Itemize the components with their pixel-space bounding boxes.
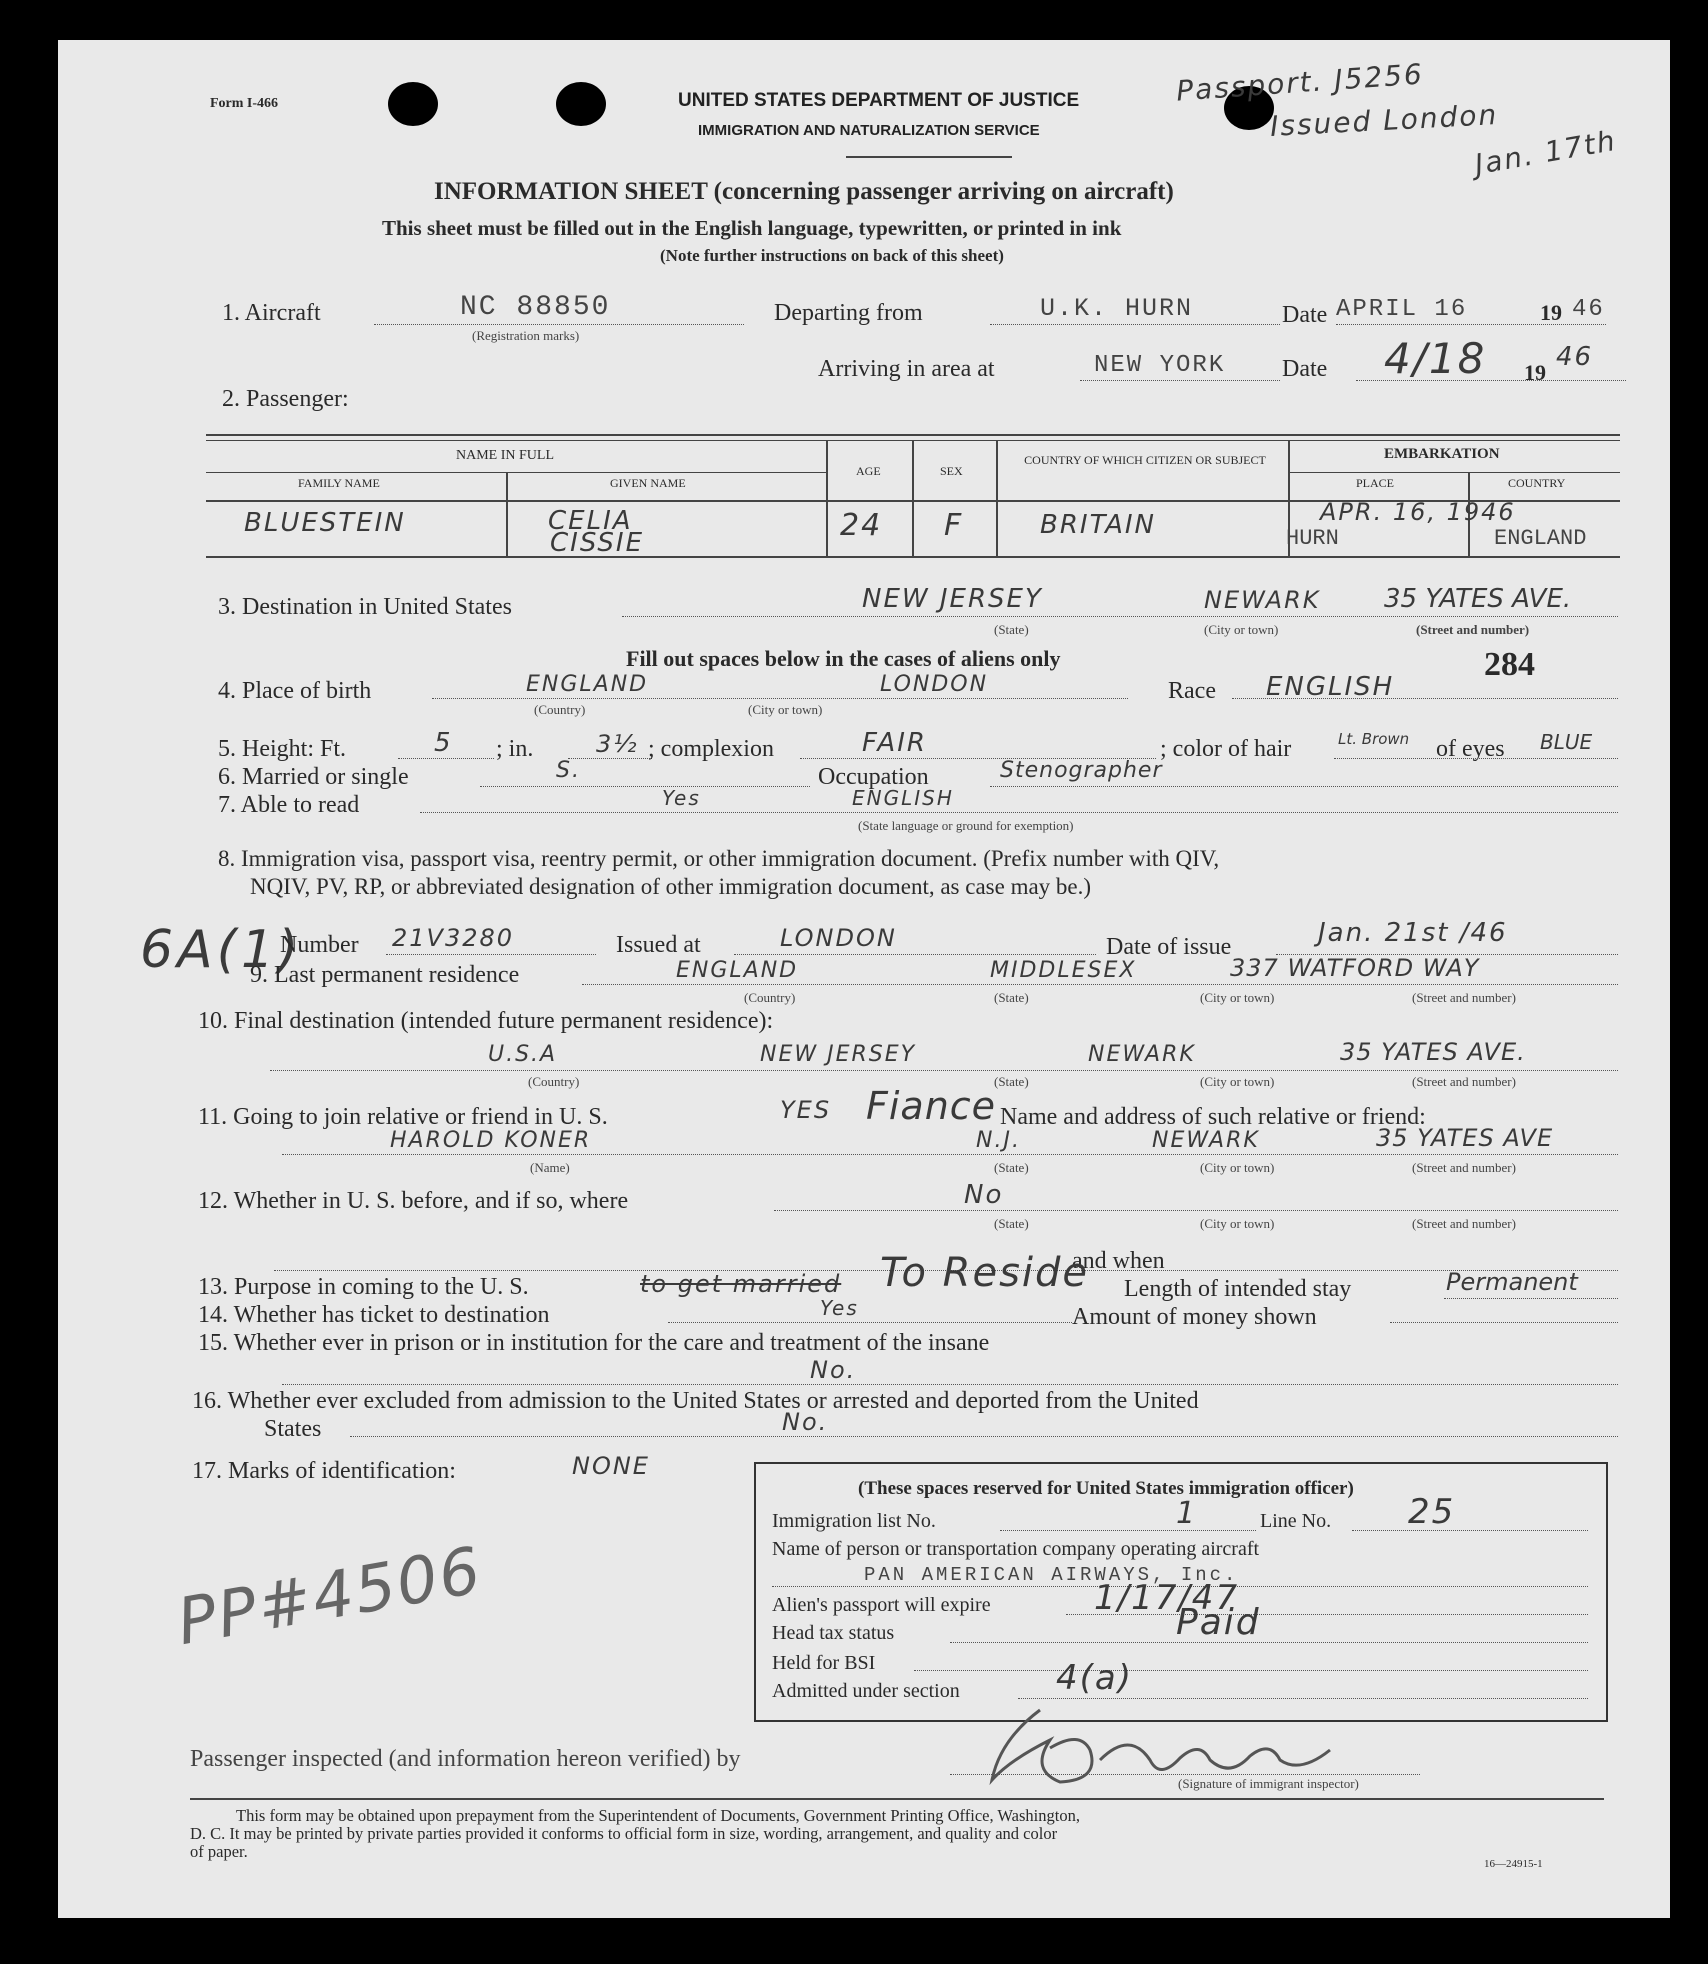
residence-line [582,984,1618,985]
inspected-label: Passenger inspected (and information hereon verified) by [190,1746,741,1772]
code-284: 284 [1484,646,1535,683]
table-col [506,472,508,556]
height-ft-value: 5 [434,728,453,758]
joining-city: NEWARK [1152,1128,1260,1153]
th-country: COUNTRY [1508,476,1566,490]
joining-street: 35 YATES AVE [1376,1124,1554,1152]
residence-state: MIDDLESEX [990,958,1137,983]
before-label: 12. Whether in U. S. before, and if so, where [198,1188,629,1214]
depart-year-value: 46 [1572,296,1605,323]
passport-annotation: Passport. J5256 [1175,57,1425,108]
height-label: 5. Height: Ft. [218,736,347,762]
ticket-label: 14. Whether has ticket to destination [198,1302,550,1328]
destination-line [622,616,1618,617]
before-cap-street: (Street and number) [1412,1216,1516,1231]
joining-value: YES [780,1096,832,1124]
table-rule-bottom [206,556,1620,558]
stay-line [1444,1298,1618,1299]
table-rule-top [206,434,1620,436]
page-title: INFORMATION SHEET (concerning passenger arriving on aircraft) [434,178,1174,205]
aircraft-value: NC 88850 [460,292,611,323]
excluded-label-2: States [264,1416,322,1442]
money-line [1390,1322,1618,1323]
purpose-value-2: To Reside [880,1250,1090,1296]
hair-line [1334,758,1618,759]
prison-label: 15. Whether ever in prison or in institution for the care and treatment of the insane [198,1330,990,1356]
birth-country: ENGLAND [526,672,649,697]
before-when-label: and when [1072,1248,1165,1274]
final-dest-city: NEWARK [1088,1042,1196,1067]
birth-cap-city: (City or town) [748,702,823,717]
destination-cap-street: (Street and number) [1416,622,1530,637]
section-label: Admitted under section [772,1680,960,1702]
birth-line [432,698,1128,699]
embark-country-value: ENGLAND [1494,526,1587,551]
ticket-value: Yes [820,1296,859,1320]
footer-rule [190,1798,1604,1800]
company-label: Name of person or transportation company operating aircraft [772,1538,1260,1560]
bsi-line [914,1670,1588,1671]
stay-value: Permanent [1446,1268,1578,1296]
excluded-value: No. [782,1408,829,1436]
birth-cap-country: (Country) [534,702,586,717]
joining-relation: Fiance [866,1084,997,1128]
passport-annotation: Issued London [1269,98,1499,143]
visa-issued-line [734,954,1096,955]
expire-value: 1/17/47 [1094,1578,1240,1618]
given-name-correction: CISSIE [550,528,644,558]
arrive-year-value: 46 [1556,342,1594,372]
visa-margin-note: 6A(1) [140,920,303,980]
purpose-value: to get married [640,1270,842,1298]
departing-label: Departing from [774,300,923,326]
th-embarkation: EMBARKATION [1384,446,1500,462]
visa-date-value: Jan. 21st /46 [1318,918,1508,948]
residence-cap-state: (State) [994,990,1029,1005]
destination-street: 35 YATES AVE. [1384,584,1572,614]
header-rule [846,156,1012,158]
joining-label-2: Name and address of such relative or friend: [1000,1104,1426,1130]
race-label: Race [1168,678,1216,704]
joining-cap-street: (Street and number) [1412,1160,1516,1175]
joining-cap-name: (Name) [530,1160,570,1175]
service-title: IMMIGRATION AND NATURALIZATION SERVICE [698,122,1040,139]
marks-label: 17. Marks of identification: [192,1458,456,1484]
th-given-name: GIVEN NAME [610,476,686,490]
read-label: 7. Able to read [218,792,360,818]
embark-place-value: HURN [1286,526,1339,551]
line-no-label: Line No. [1260,1510,1332,1532]
department-title: UNITED STATES DEPARTMENT OF JUSTICE [678,90,1080,111]
signature-caption: (Signature of immigrant inspector) [1178,1776,1359,1791]
hair-label: ; color of hair [1160,736,1292,762]
excluded-label: 16. Whether ever excluded from admission to the United States or arrested and deported from the United [192,1388,1199,1414]
before-line [774,1210,1618,1211]
residence-city: 337 WATFORD WAY [1230,954,1480,982]
embark-date-value: APR. 16, 1946 [1320,498,1516,526]
residence-cap-country: (Country) [744,990,796,1005]
sex-value: F [944,508,964,543]
passport-note: PP#4506 [171,1533,488,1661]
married-line [480,786,810,787]
final-destination-label: 10. Final destination (intended future permanent residence): [198,1008,774,1034]
form-number: Form I-466 [210,96,279,111]
section-value: 4(a) [1056,1658,1133,1698]
destination-cap-state: (State) [994,622,1029,637]
depart-date-label: Date [1282,302,1328,328]
hair-value: Lt. Brown [1338,730,1410,748]
before-cap-city: (City or town) [1200,1216,1275,1231]
th-name-in-full: NAME IN FULL [456,448,554,463]
arrive-year-prefix: 19 [1524,360,1546,385]
occupation-value: Stenographer [1000,758,1163,783]
aircraft-line [374,324,744,325]
footer-code: 16—24915-1 [1484,1858,1543,1870]
instructions-note: (Note further instructions on back of this sheet) [660,246,1004,265]
depart-date-value: APRIL 16 [1336,296,1468,323]
read-caption: (State language or ground for exemption) [858,818,1074,833]
citizen-value: BRITAIN [1040,510,1156,540]
departing-value: U.K. HURN [1040,294,1194,323]
destination-city: NEWARK [1204,586,1321,614]
before-cap-state: (State) [994,1216,1029,1231]
prison-value: No. [810,1356,857,1384]
arrive-date-line [1356,380,1626,381]
residence-cap-street: (Street and number) [1412,990,1516,1005]
destination-state: NEW JERSEY [862,584,1043,614]
list-no-label: Immigration list No. [772,1510,936,1532]
read-language: ENGLISH [852,786,954,810]
marks-value: NONE [572,1452,650,1480]
th-age: AGE [856,464,881,478]
tax-line [950,1642,1588,1643]
final-dest-country: U.S.A [488,1042,558,1067]
complexion-label: ; complexion [648,736,774,762]
depart-date-line [1336,324,1606,325]
visa-number-line [386,954,596,955]
bsi-label: Held for BSI [772,1652,876,1674]
punch-hole [556,82,606,126]
joining-name: HAROLD KONER [390,1128,592,1153]
table-rule-mid [206,472,826,473]
stay-label: Length of intended stay [1124,1276,1352,1302]
eyes-label: of eyes [1436,736,1505,762]
footer-text-3: of paper. [190,1842,248,1861]
visa-date-label: Date of issue [1106,934,1232,960]
footer-text-2: D. C. It may be printed by private parties provided it conforms to official form in size, wording, arrangement, and quality and color [190,1824,1058,1843]
joining-cap-state: (State) [994,1160,1029,1175]
complexion-value: FAIR [862,728,927,758]
money-label: Amount of money shown [1072,1304,1317,1330]
occupation-label: Occupation [818,764,929,790]
birth-label: 4. Place of birth [218,678,372,704]
married-value: S. [556,758,581,783]
height-in-label: ; in. [496,736,534,762]
arriving-label: Arriving in area at [818,356,995,382]
residence-cap-city: (City or town) [1200,990,1275,1005]
given-name-value: CELIA [548,506,633,536]
joining-label: 11. Going to join relative or friend in U. S. [198,1104,608,1130]
visa-label-2: NQIV, PV, RP, or abbreviated designation of other immigration document, as case may be.) [250,874,1092,899]
read-value: Yes [662,786,701,810]
joining-cap-city: (City or town) [1200,1160,1275,1175]
list-no-line [1000,1530,1256,1531]
final-dest-cap-country: (Country) [528,1074,580,1089]
table-col [826,440,828,556]
passenger-label: 2. Passenger: [222,386,349,412]
th-place: PLACE [1356,476,1395,490]
height-ft-line [398,758,494,759]
tax-label: Head tax status [772,1622,895,1644]
visa-number-value: 21V3280 [392,924,515,952]
passport-annotation: Jan. 17th [1472,123,1620,182]
eyes-value: BLUE [1540,730,1593,754]
height-in-value: 3½ [596,730,639,758]
read-line [420,812,1618,813]
arriving-line [1080,380,1280,381]
family-name-value: BLUESTEIN [244,508,406,538]
joining-state: N.J. [976,1128,1021,1153]
line-no-value: 25 [1408,1492,1456,1532]
visa-issued-value: LONDON [780,924,897,952]
expire-label: Alien's passport will expire [772,1594,991,1616]
final-dest-cap-street: (Street and number) [1412,1074,1516,1089]
th-country-citizen: COUNTRY OF WHICH CITIZEN OR SUBJECT [1024,453,1266,467]
married-label: 6. Married or single [218,764,409,790]
age-value: 24 [840,508,883,543]
ticket-line [668,1322,1072,1323]
instructions: This sheet must be filled out in the English language, typewritten, or printed in ink [382,216,1122,240]
destination-label: 3. Destination in United States [218,594,512,620]
officer-box-title: (These spaces reserved for United States immigration officer) [858,1478,1354,1499]
visa-issued-label: Issued at [616,932,701,958]
arriving-value: NEW YORK [1094,352,1226,379]
visa-number-label: Number [280,932,359,958]
th-sex: SEX [940,464,963,478]
line-no-line [1352,1530,1588,1531]
departing-line [990,324,1280,325]
final-dest-cap-state: (State) [994,1074,1029,1089]
depart-year-prefix: 19 [1540,300,1562,325]
table-rule-mid [1288,472,1620,473]
final-dest-cap-city: (City or town) [1200,1074,1275,1089]
final-destination-line [270,1070,1618,1071]
before-value: No [964,1180,1004,1210]
punch-hole [388,82,438,126]
arrive-date-value: 4/18 [1384,334,1487,383]
birth-city: LONDON [880,672,989,697]
th-family-name: FAMILY NAME [298,476,380,490]
residence-label: 9. Last permanent residence [250,962,520,988]
final-dest-state: NEW JERSEY [760,1042,917,1067]
company-value: PAN AMERICAN AIRWAYS, Inc. [864,1564,1239,1586]
visa-label: 8. Immigration visa, passport visa, reentry permit, or other immigration document. (Prefix number with QIV, [218,846,1220,871]
list-no-value: 1 [1176,1496,1198,1531]
occupation-line [990,786,1618,787]
aircraft-caption: (Registration marks) [472,328,580,343]
purpose-label: 13. Purpose in coming to the U. S. [198,1274,529,1300]
joining-line [282,1154,1618,1155]
arrive-date-label: Date [1282,356,1328,382]
table-col [912,440,914,556]
table-col [996,440,998,556]
footer-text-1: This form may be obtained upon prepayment from the Superintendent of Documents, Government Printing Office, Washington, [236,1806,1080,1825]
final-dest-street: 35 YATES AVE. [1340,1038,1526,1066]
race-value: ENGLISH [1266,672,1395,702]
aircraft-label: 1. Aircraft [222,300,321,326]
prison-line [282,1384,1618,1385]
destination-cap-city: (City or town) [1204,622,1279,637]
aliens-note: Fill out spaces below in the cases of aliens only [626,646,1061,671]
tax-value: Paid [1176,1602,1261,1643]
residence-country: ENGLAND [676,958,799,983]
excluded-line [350,1436,1618,1437]
